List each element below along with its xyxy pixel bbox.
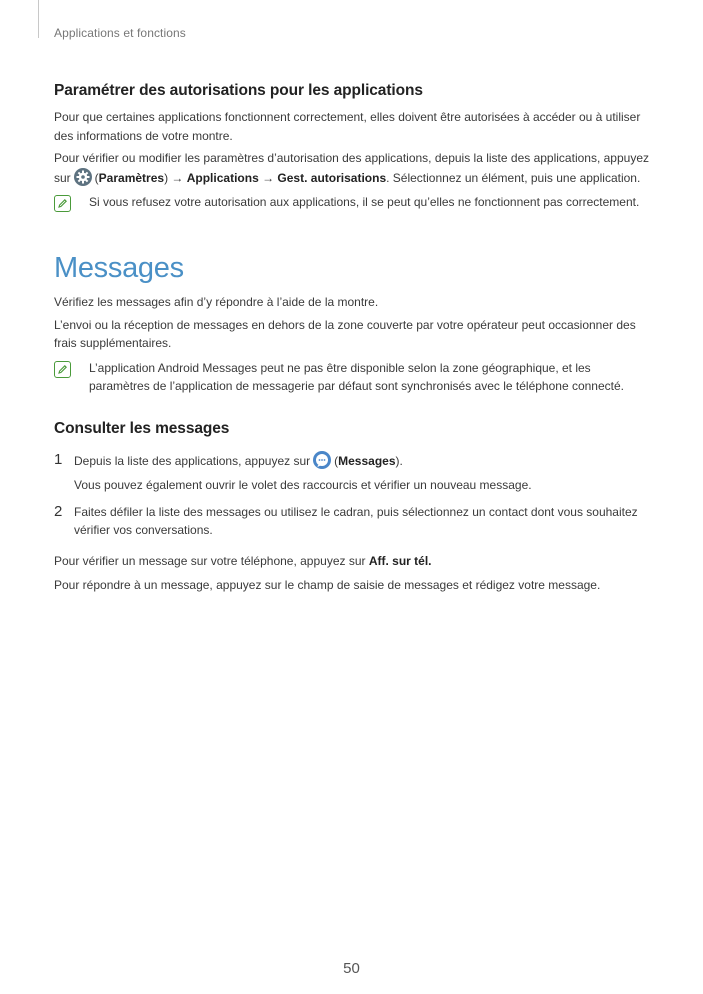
step-number: 2 [54, 502, 63, 520]
step-1-text [74, 451, 650, 471]
step-1-prefix: Depuis la liste des applications, appuyez sur [74, 453, 311, 468]
page-number: 50 [343, 960, 360, 977]
messages-title: Messages [54, 252, 184, 284]
page-content [54, 82, 650, 595]
messages-intro-2: L’envoi ou la réception de messages en dehors de la zone couverte par votre opérateur peut occasionner des frais supplémentaires. [54, 317, 636, 350]
reply-text: Pour répondre à un message, appuyez sur le champ de saisie de messages et rédigez votre message. [54, 578, 601, 592]
permissions-note [54, 193, 650, 212]
pencil-note-icon [54, 195, 71, 212]
step-1-extra: Vous pouvez également ouvrir le volet des raccourcis et vérifier un nouveau message. [74, 478, 532, 492]
step-1-suffix: ). [395, 453, 403, 468]
arrow-separator: ) → [164, 170, 187, 185]
gest-autorisations-label: Gest. autorisations [277, 170, 387, 185]
permissions-note-text: Si vous refusez votre autorisation aux applications, il se peut qu’elles ne fonctionnent pas correctement. [89, 195, 640, 209]
step-2-text: Faites défiler la liste des messages ou utilisez le cadran, puis sélectionnez un contact dont vous souhaitez vérifier vos conversations. [74, 504, 638, 537]
consult-messages-heading: Consulter les messages [54, 419, 230, 437]
header-divider [38, 0, 39, 38]
step-2 [54, 503, 650, 540]
step-number: 1 [54, 450, 63, 468]
settings-label: Paramètres [98, 170, 165, 185]
arrow-separator: → [258, 170, 278, 185]
verify-on-phone-text [54, 552, 650, 571]
applications-label: Applications [186, 170, 259, 185]
permissions-instructions [54, 149, 650, 187]
step-body [74, 451, 650, 495]
messages-note [54, 359, 650, 396]
messages-intro-1: Vérifiez les messages afin d’y répondre à l’aide de la montre. [54, 295, 379, 309]
aff-sur-tel-label: Aff. sur tél. [368, 553, 432, 568]
paren-open: ( [334, 453, 339, 468]
step-body [74, 503, 650, 540]
permissions-heading: Paramétrer des autorisations pour les applications [54, 82, 423, 99]
instruction-suffix: . Sélectionnez un élément, puis une application. [386, 170, 641, 185]
gear-icon [74, 168, 92, 186]
instruction-prefix: Pour vérifier ou modifier les paramètres d’autorisation des applications, depuis la liste des applications, appuyez sur [54, 151, 649, 185]
messages-label: Messages [338, 453, 396, 468]
messages-icon [313, 451, 331, 469]
step-1 [54, 451, 650, 495]
messages-note-text: L’application Android Messages peut ne pas être disponible selon la zone géographique, et les paramètres de l’application de messagerie par défaut sont synchronisés avec le téléphone connecté. [89, 360, 624, 393]
verify-prefix: Pour vérifier un message sur votre téléphone, appuyez sur [54, 553, 369, 568]
paren-open: ( [94, 170, 99, 185]
pencil-note-icon [54, 361, 71, 378]
permissions-intro: Pour que certaines applications fonctionnent correctement, elles doivent être autorisées à accéder ou à utiliser des informations de votre montre. [54, 110, 641, 143]
section-header: Applications et fonctions [54, 26, 186, 40]
